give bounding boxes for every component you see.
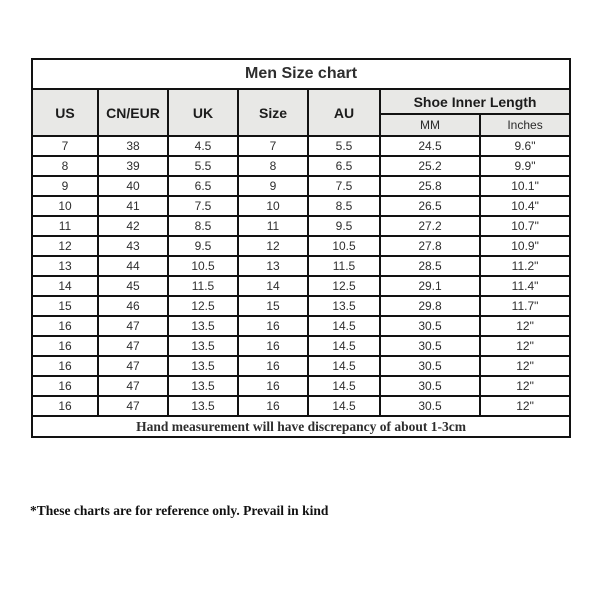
title-row — [32, 59, 570, 89]
table-row — [32, 316, 570, 336]
size-cell: 25.2 — [380, 156, 480, 176]
size-cell: 13.5 — [168, 396, 238, 416]
col-header-cn-eur: CN/EUR — [98, 89, 168, 136]
size-cell: 8 — [238, 156, 308, 176]
size-cell: 9 — [32, 176, 98, 196]
size-cell: 39 — [98, 156, 168, 176]
size-cell: 30.5 — [380, 376, 480, 396]
size-cell: 13.5 — [168, 316, 238, 336]
size-cell: 13.5 — [168, 376, 238, 396]
size-cell: 12.5 — [308, 276, 380, 296]
col-header-us: US — [32, 89, 98, 136]
size-cell: 16 — [32, 396, 98, 416]
size-cell: 10 — [32, 196, 98, 216]
size-cell: 47 — [98, 316, 168, 336]
size-cell: 11.2" — [480, 256, 570, 276]
chart-title: Men Size chart — [32, 59, 570, 89]
size-cell: 12 — [238, 236, 308, 256]
size-cell: 12" — [480, 336, 570, 356]
size-cell: 13 — [32, 256, 98, 276]
size-table-body — [32, 136, 570, 416]
size-cell: 47 — [98, 396, 168, 416]
size-cell: 47 — [98, 336, 168, 356]
size-cell: 10.9" — [480, 236, 570, 256]
size-cell: 9.5 — [168, 236, 238, 256]
size-cell: 13.5 — [168, 356, 238, 376]
size-cell: 28.5 — [380, 256, 480, 276]
table-row — [32, 336, 570, 356]
size-cell: 14.5 — [308, 336, 380, 356]
size-cell: 11.5 — [308, 256, 380, 276]
size-cell: 44 — [98, 256, 168, 276]
size-cell: 27.2 — [380, 216, 480, 236]
table-row — [32, 256, 570, 276]
size-cell: 14 — [32, 276, 98, 296]
size-cell: 42 — [98, 216, 168, 236]
size-cell: 11.4" — [480, 276, 570, 296]
size-cell: 14.5 — [308, 396, 380, 416]
size-cell: 14.5 — [308, 316, 380, 336]
col-header-inches: Inches — [480, 114, 570, 136]
size-cell: 10.5 — [308, 236, 380, 256]
size-cell: 9 — [238, 176, 308, 196]
men-size-chart-table — [31, 58, 571, 438]
col-header-shoe-inner-length: Shoe Inner Length — [380, 89, 570, 114]
size-cell: 7.5 — [168, 196, 238, 216]
size-cell: 30.5 — [380, 396, 480, 416]
size-cell: 8 — [32, 156, 98, 176]
size-cell: 25.8 — [380, 176, 480, 196]
size-cell: 6.5 — [168, 176, 238, 196]
size-cell: 16 — [238, 376, 308, 396]
table-row — [32, 236, 570, 256]
size-cell: 14.5 — [308, 356, 380, 376]
size-cell: 5.5 — [168, 156, 238, 176]
size-cell: 11 — [238, 216, 308, 236]
size-cell: 47 — [98, 356, 168, 376]
size-cell: 10.7" — [480, 216, 570, 236]
table-row — [32, 356, 570, 376]
size-cell: 10.1" — [480, 176, 570, 196]
size-cell: 8.5 — [168, 216, 238, 236]
size-cell: 26.5 — [380, 196, 480, 216]
size-cell: 16 — [238, 356, 308, 376]
size-cell: 46 — [98, 296, 168, 316]
size-cell: 14 — [238, 276, 308, 296]
size-cell: 8.5 — [308, 196, 380, 216]
size-cell: 24.5 — [380, 136, 480, 156]
size-cell: 11.5 — [168, 276, 238, 296]
size-cell: 10.5 — [168, 256, 238, 276]
size-cell: 16 — [32, 356, 98, 376]
size-cell: 9.9" — [480, 156, 570, 176]
size-cell: 16 — [32, 316, 98, 336]
size-cell: 29.8 — [380, 296, 480, 316]
size-cell: 7 — [32, 136, 98, 156]
size-cell: 13.5 — [168, 336, 238, 356]
size-cell: 10 — [238, 196, 308, 216]
table-row — [32, 156, 570, 176]
table-row — [32, 196, 570, 216]
size-cell: 15 — [238, 296, 308, 316]
size-cell: 45 — [98, 276, 168, 296]
size-cell: 30.5 — [380, 356, 480, 376]
size-cell: 41 — [98, 196, 168, 216]
size-cell: 12" — [480, 376, 570, 396]
size-cell: 29.1 — [380, 276, 480, 296]
footer-row — [32, 416, 570, 437]
size-cell: 27.8 — [380, 236, 480, 256]
size-cell: 9.5 — [308, 216, 380, 236]
size-cell: 4.5 — [168, 136, 238, 156]
size-cell: 13 — [238, 256, 308, 276]
table-row — [32, 176, 570, 196]
size-cell: 16 — [32, 376, 98, 396]
col-header-size: Size — [238, 89, 308, 136]
size-cell: 12" — [480, 396, 570, 416]
size-cell: 12" — [480, 356, 570, 376]
size-cell: 15 — [32, 296, 98, 316]
size-cell: 13.5 — [308, 296, 380, 316]
size-cell: 5.5 — [308, 136, 380, 156]
table-row — [32, 376, 570, 396]
table-row — [32, 276, 570, 296]
size-cell: 47 — [98, 376, 168, 396]
size-cell: 16 — [238, 316, 308, 336]
size-cell: 12 — [32, 236, 98, 256]
size-cell: 16 — [32, 336, 98, 356]
reference-note: *These charts are for reference only. Prevail in kind — [30, 503, 329, 518]
size-cell: 11 — [32, 216, 98, 236]
size-cell: 14.5 — [308, 376, 380, 396]
size-cell: 30.5 — [380, 316, 480, 336]
table-row — [32, 296, 570, 316]
size-cell: 6.5 — [308, 156, 380, 176]
size-cell: 30.5 — [380, 336, 480, 356]
size-cell: 40 — [98, 176, 168, 196]
size-cell: 38 — [98, 136, 168, 156]
measurement-discrepancy-note: Hand measurement will have discrepancy of about 1-3cm — [32, 416, 570, 437]
col-header-mm: MM — [380, 114, 480, 136]
size-cell: 16 — [238, 336, 308, 356]
size-cell: 12" — [480, 316, 570, 336]
size-cell: 7.5 — [308, 176, 380, 196]
size-cell: 16 — [238, 396, 308, 416]
header-row-main — [32, 89, 570, 114]
table-row — [32, 396, 570, 416]
table-row — [32, 216, 570, 236]
size-cell: 43 — [98, 236, 168, 256]
size-cell: 7 — [238, 136, 308, 156]
size-cell: 9.6" — [480, 136, 570, 156]
col-header-uk: UK — [168, 89, 238, 136]
col-header-au: AU — [308, 89, 380, 136]
size-cell: 12.5 — [168, 296, 238, 316]
table-row — [32, 136, 570, 156]
size-cell: 10.4" — [480, 196, 570, 216]
size-cell: 11.7" — [480, 296, 570, 316]
